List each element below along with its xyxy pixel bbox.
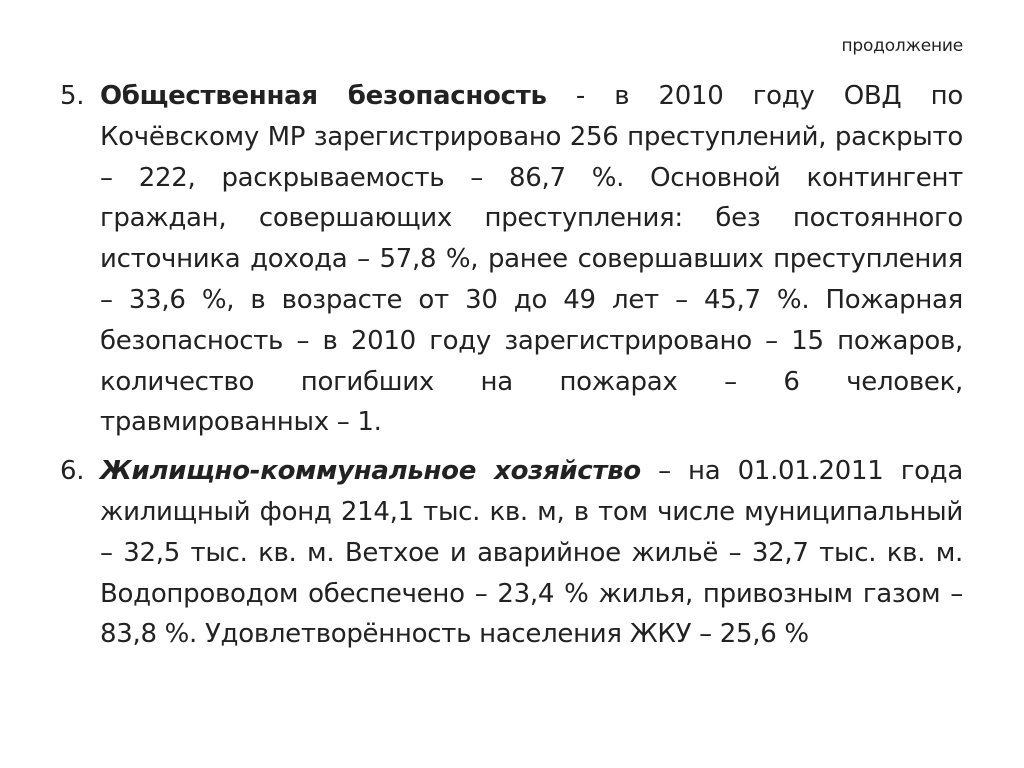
list-item-public-safety [60,76,963,443]
item-text: - в 2010 году ОВД по Кочёвскому МР зарегистрировано 256 преступлений, раскрыто – 222, раскрываемость – 86,7 %. Основной контингент граждан, совершающих преступления: без постоянного источника дохода – 57,8 %, ранее совершавших преступления – 33,6 %, в возрасте от 30 до 49 лет – 45,7 %. Пожарная безопасность – в 2010 году зарегистрировано – 15 пожаров, количество погибших на пожарах – 6 человек, травмированных – 1. [100,81,963,438]
item-number: 6. [60,456,85,487]
list-item-housing [60,451,963,655]
item-paragraph [100,451,963,655]
continuation-label: продолжение [841,36,963,56]
item-title: Жилищно-коммунальное хозяйство [100,456,641,487]
item-title: Общественная безопасность [100,81,547,111]
item-paragraph [100,76,963,443]
item-number: 5. [60,81,85,111]
numbered-list [60,76,963,655]
item-text: – на 01.01.2011 года жилищный фонд 214,1 тыс. кв. м, в том числе муниципальный – 32,5 тыс. кв. м. Ветхое и аварийное жильё – 32,7 тыс. кв. м. Водопроводом обеспечено – 23,4 % жилья, привозным газом – 83,8 %. Удовлетворённость населения ЖКУ – 25,6 % [100,456,963,650]
